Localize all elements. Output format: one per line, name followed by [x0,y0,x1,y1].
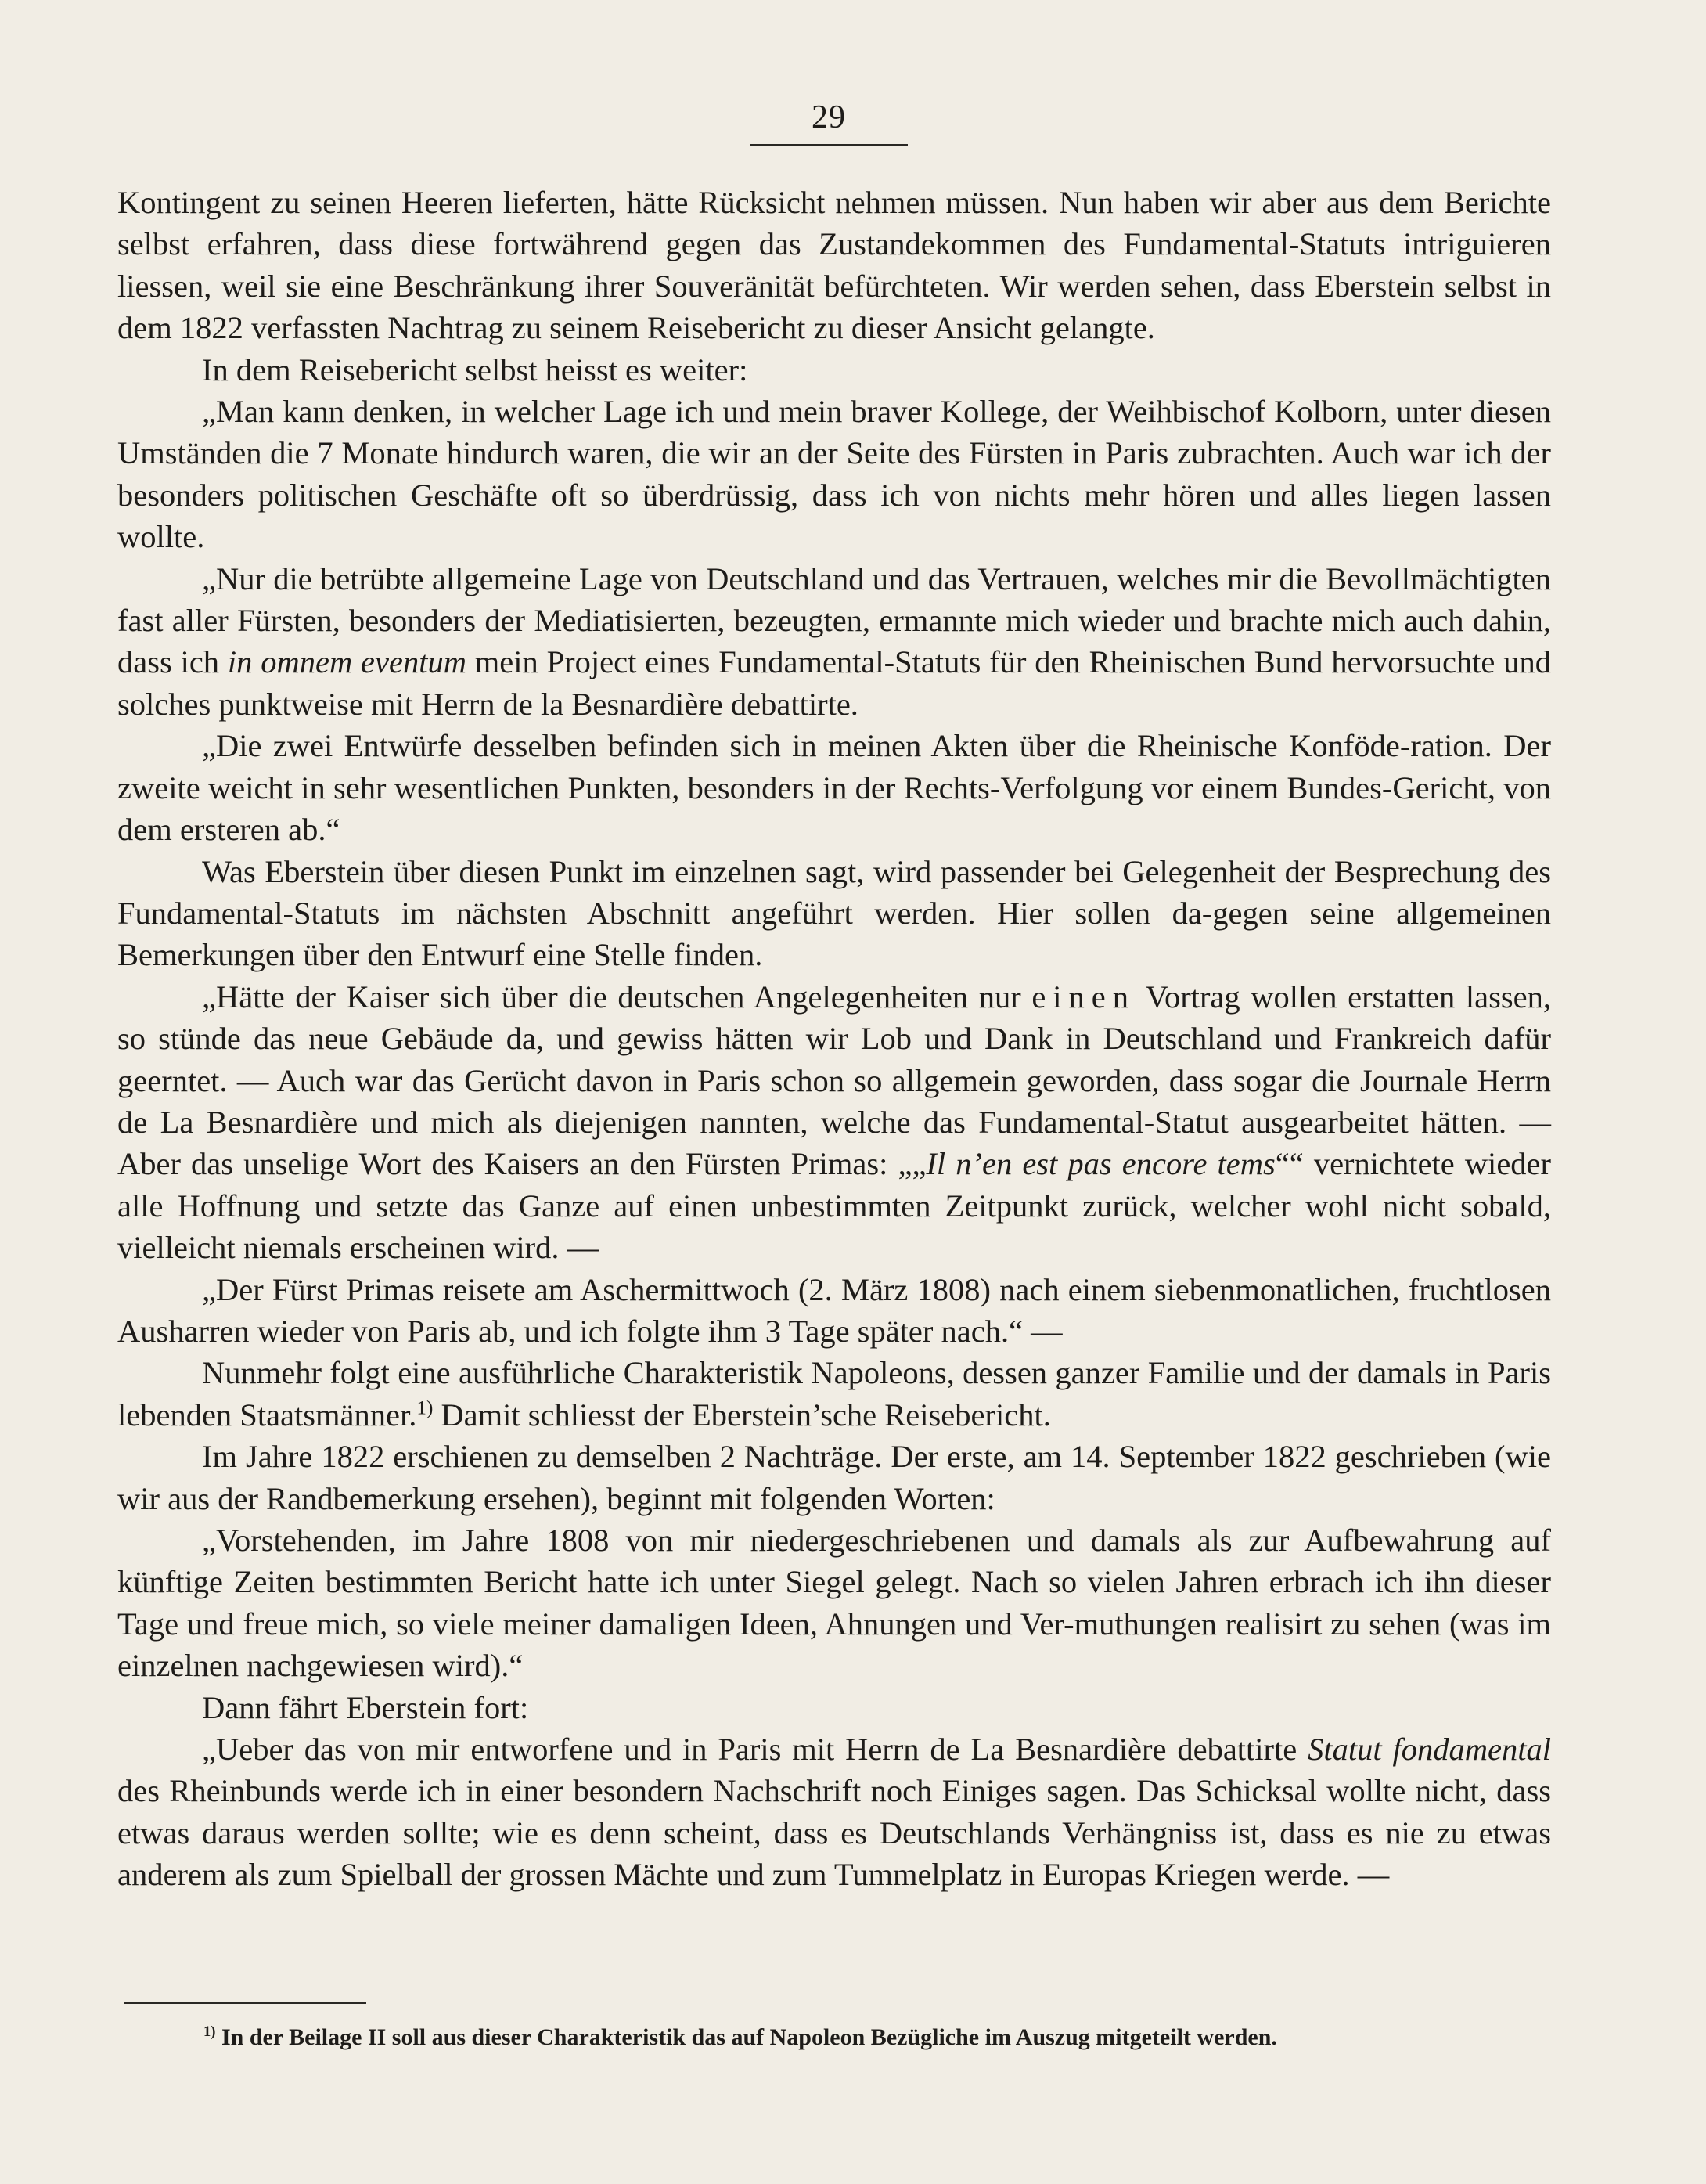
paragraph [117,851,1551,976]
text-run: „Ueber das von mir entworfene und in Paris mit Herrn de La Besnardière debattirte [202,1732,1308,1768]
paragraph [117,1728,1551,1896]
paragraph [117,391,1551,558]
text-run: „Die zwei Entwürfe desselben befinden sich in meinen Akten über die Rheinische Konföde-ration. Der zweite weicht in sehr wesentlichen Punkten, besonders in der Rechts-Verfolgung vor einem Bundes-Gericht, von dem ersteren ab.“ [117,728,1551,848]
text-run: Was Eberstein über diesen Punkt im einzelnen sagt, wird passender bei Gelegenheit der Besprechung des Fundamental-Statuts im nächsten Abschnitt angeführt werden. Hier sollen da-gegen seine allgemeinen Bemerkungen über den Entwurf eine Stelle finden. [117,853,1551,973]
paragraph [117,725,1551,850]
footnote-text: In der Beilage II soll aus dieser Charakteristik das auf Napoleon Bezügliche im Auszug mitgeteilt werden. [215,2024,1277,2050]
header-rule [750,144,908,146]
text-run: Im Jahre 1822 erschienen zu demselben 2 Nachträge. Der erste, am 14. September 1822 geschrieben (wie wir aus der Randbemerkung ersehen), beginnt mit folgenden Worten: [117,1439,1551,1516]
italic-phrase: in omnem eventum [227,644,466,680]
text-run: „Hätte der Kaiser sich über die deutschen Angelegenheiten nur [202,978,1032,1015]
footnote-marker: 1) [203,2024,216,2040]
paragraph [117,1519,1551,1687]
italic-phrase: Statut fondamental [1308,1732,1551,1768]
text-run: ““ vernichtete wieder alle Hoffnung und setzte das Ganze auf einen unbestimmten Zeitpunkt zurück, welcher wohl nicht sobald, vielleicht niemals erscheinen wird. — [117,1146,1552,1266]
paragraph [117,182,1551,349]
footnote-rule [124,2002,366,2004]
paragraph [117,1269,1551,1353]
paragraph [117,1352,1551,1436]
text-run: „Der Fürst Primas reisete am Aschermittwoch (2. März 1808) nach einem siebenmonatlichen, fruchtlosen Ausharren wieder von Paris ab, und ich folgte ihm 3 Tage später nach.“ — [117,1271,1551,1349]
text-run: des Rheinbunds werde ich in einer besondern Nachschrift noch Einiges sagen. Das Schicksal wollte nicht, dass etwas daraus werden sollte; wie es denn scheint, dass es Deutschlands Verhängniss ist, dass es nie zu etwas anderem als zum Spielball der grossen Mächte und zum Tummelplatz in Europas Kriegen werde. — [117,1773,1551,1893]
paragraph [117,349,1551,391]
paragraph [117,976,1551,1269]
paragraph [117,558,1551,726]
text-run: mein Project eines Fundamental-Statuts für den Rheinischen Bund hervorsuchte und solches punktweise mit Herrn de la Besnardière debattirte. [117,644,1551,722]
page-number: 29 [812,99,846,135]
body-text [117,182,1551,1896]
text-run: „Nur die betrübte allgemeine Lage von Deutschland und das Vertrauen, welches mir die Bevollmächtigten fast aller Fürsten, besonders der Mediatisierten, bezeugten, ermannte mich wieder und brachte mich auch dahin, dass ich [117,560,1551,680]
italic-phrase: Il n’en est pas encore tems [926,1146,1276,1182]
text-run: Vortrag wollen erstatten lassen, so stünde das neue Gebäude da, und gewiss hätten wir Lob und Dank in Deutschland und Frankreich dafür geerntet. — Auch war das Gerücht davon in Paris schon so allgemein geworden, dass sogar die Journale Herrn de La Besnardière und mich als diejenigen nannten, welche das Fundamental-Statut ausgearbeitet hätten. — Aber das unselige Wort des Kaisers an den Fürsten Primas: „„ [117,978,1551,1182]
paragraph [117,1687,1551,1728]
text-run: Nunmehr folgt eine ausführliche Charakteristik Napoleons, dessen ganzer Familie und der damals in Paris lebenden Staatsmänner. [117,1355,1551,1433]
footnote-reference: 1) [416,1397,434,1419]
text-run: Kontingent zu seinen Heeren lieferten, hätte Rücksicht nehmen müssen. Nun haben wir aber aus dem Berichte selbst erfahren, dass diese fortwährend gegen das Zustandekommen des Fundamental-Statuts intriguieren liessen, weil sie eine Beschränkung ihrer Souveränität befürchteten. Wir werden sehen, dass Eberstein selbst in dem 1822 verfassten Nachtrag zu seinem Reisebericht zu dieser Ansicht gelangte. [117,185,1551,346]
footnote [117,2023,1551,2052]
text-run: Dann fährt Eberstein fort: [202,1689,529,1725]
text-run: Damit schliesst der Eberstein’sche Reisebericht. [433,1397,1051,1433]
text-run: „Man kann denken, in welcher Lage ich und mein braver Kollege, der Weihbischof Kolborn, unter diesen Umständen die 7 Monate hindurch waren, die wir an der Seite des Fürsten in Paris zubrachten. Auch war ich der besonders politischen Geschäfte oft so überdrüssig, dass ich von nichts mehr hören und alles liegen lassen wollte. [117,394,1551,555]
text-run: In dem Reisebericht selbst heisst es weiter: [202,351,748,387]
text-run: „Vorstehenden, im Jahre 1808 von mir niedergeschriebenen und damals als zur Aufbewahrung auf künftige Zeiten bestimmten Bericht hatte ich unter Siegel gelegt. Nach so vielen Jahren erbrach ich ihn dieser Tage und freue mich, so viele meiner damaligen Ideen, Ahnungen und Ver-muthungen realisirt zu sehen (was im einzelnen nachgewiesen wird).“ [117,1523,1551,1684]
paragraph [117,1436,1551,1519]
spaced-emphasis: einen [1031,978,1136,1015]
